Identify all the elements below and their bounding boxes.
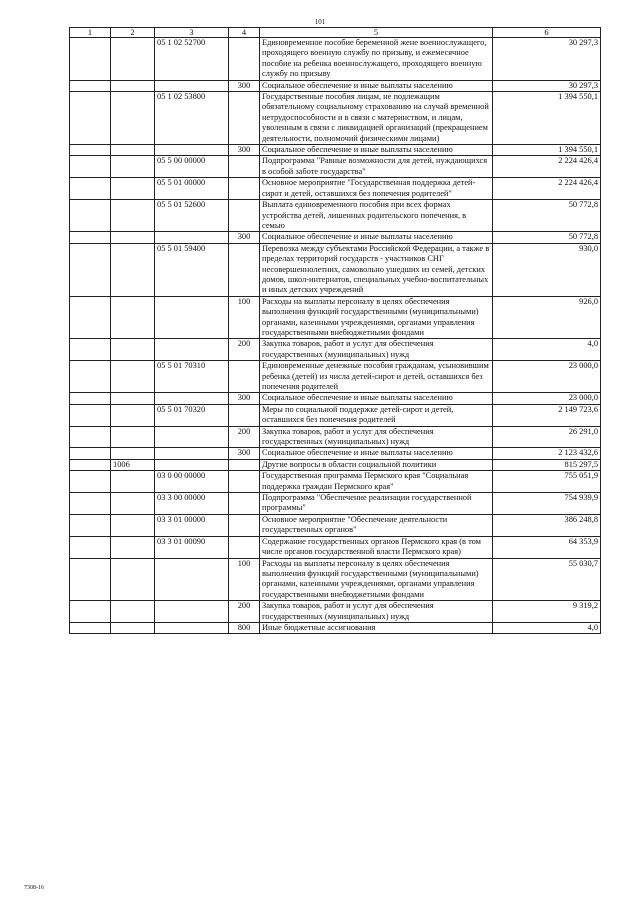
cell-amount: 9 319,2 (493, 601, 601, 623)
cell-target-code (155, 622, 229, 633)
cell-expense-kind: 200 (229, 426, 260, 448)
page-number: 101 (314, 18, 326, 26)
cell-target-code (155, 145, 229, 156)
cell-section (111, 493, 155, 515)
cell-target-code: 03 3 01 00000 (155, 514, 229, 536)
cell-name: Подпрограмма "Обеспечение реализации государственной программы" (260, 493, 493, 515)
table-row (70, 404, 601, 426)
cell-amount: 50 772,8 (493, 200, 601, 232)
cell-expense-kind: 300 (229, 393, 260, 404)
cell-col1 (70, 80, 111, 91)
cell-col1 (70, 493, 111, 515)
cell-section (111, 339, 155, 361)
cell-section (111, 426, 155, 448)
cell-target-code: 03 3 01 00090 (155, 536, 229, 558)
cell-name: Подпрограмма "Равные возможности для детей, нуждающихся в особой заботе государства" (260, 156, 493, 178)
cell-section (111, 80, 155, 91)
cell-amount: 23 000,0 (493, 361, 601, 393)
cell-name: Социальное обеспечение и иные выплаты населению (260, 393, 493, 404)
table-row (70, 393, 601, 404)
table-row (70, 622, 601, 633)
table-row (70, 493, 601, 515)
cell-name: Единовременные денежные пособия гражданам, усыновившим ребенка (детей) из числа детей-сирот и детей, оставшихся без попечения родителей (260, 361, 493, 393)
cell-name: Расходы на выплаты персоналу в целях обеспечения выполнения функций государственными (муниципальными) органами, казенными учреждениями, органами управления государственными внебюджетными фондами (260, 558, 493, 601)
cell-col1 (70, 92, 111, 145)
table-row (70, 448, 601, 459)
column-header: 2 (111, 28, 155, 38)
cell-expense-kind (229, 156, 260, 178)
cell-col1 (70, 404, 111, 426)
cell-target-code (155, 448, 229, 459)
cell-expense-kind (229, 178, 260, 200)
table-row (70, 426, 601, 448)
cell-amount: 2 224 426,4 (493, 178, 601, 200)
cell-col1 (70, 448, 111, 459)
cell-col1 (70, 178, 111, 200)
cell-target-code (155, 232, 229, 243)
cell-section (111, 200, 155, 232)
table-row (70, 232, 601, 243)
cell-amount: 930,0 (493, 243, 601, 296)
cell-section: 1006 (111, 459, 155, 470)
cell-amount: 1 394 550,1 (493, 145, 601, 156)
cell-amount: 26 291,0 (493, 426, 601, 448)
budget-table (69, 27, 601, 634)
cell-target-code: 03 3 00 00000 (155, 493, 229, 515)
cell-col1 (70, 393, 111, 404)
cell-expense-kind: 200 (229, 339, 260, 361)
cell-section (111, 622, 155, 633)
table-row (70, 601, 601, 623)
column-header: 3 (155, 28, 229, 38)
cell-expense-kind (229, 38, 260, 81)
table-row (70, 459, 601, 470)
cell-target-code: 05 1 02 52700 (155, 38, 229, 81)
cell-target-code: 05 5 01 70320 (155, 404, 229, 426)
cell-name: Единовременное пособие беременной жене военнослужащего, проходящего военную службу по призыву, и ежемесячное пособие на ребенка военнослужащего, проходящего военную службу по призыву (260, 38, 493, 81)
cell-name: Закупка товаров, работ и услуг для обеспечения государственных (муниципальных) нужд (260, 339, 493, 361)
cell-section (111, 243, 155, 296)
cell-target-code (155, 296, 229, 339)
cell-expense-kind: 100 (229, 558, 260, 601)
cell-expense-kind (229, 471, 260, 493)
cell-section (111, 601, 155, 623)
cell-amount: 55 030,7 (493, 558, 601, 601)
cell-col1 (70, 38, 111, 81)
cell-col1 (70, 459, 111, 470)
cell-col1 (70, 156, 111, 178)
cell-name: Выплата единовременного пособия при всех формах устройства детей, лишенных родительского попечения, в семью (260, 200, 493, 232)
cell-amount: 23 000,0 (493, 393, 601, 404)
cell-section (111, 404, 155, 426)
cell-expense-kind: 300 (229, 448, 260, 459)
cell-col1 (70, 622, 111, 633)
cell-amount: 815 297,5 (493, 459, 601, 470)
cell-col1 (70, 296, 111, 339)
cell-col1 (70, 514, 111, 536)
cell-amount: 4,0 (493, 339, 601, 361)
table-row (70, 339, 601, 361)
cell-col1 (70, 558, 111, 601)
cell-section (111, 361, 155, 393)
cell-section (111, 232, 155, 243)
cell-amount: 386 248,8 (493, 514, 601, 536)
cell-target-code: 05 5 01 52600 (155, 200, 229, 232)
cell-section (111, 393, 155, 404)
table-row (70, 471, 601, 493)
cell-target-code (155, 558, 229, 601)
table-row (70, 80, 601, 91)
cell-expense-kind (229, 459, 260, 470)
cell-amount: 2 224 426,4 (493, 156, 601, 178)
cell-amount: 754 939,9 (493, 493, 601, 515)
cell-name: Социальное обеспечение и иные выплаты населению (260, 232, 493, 243)
cell-col1 (70, 601, 111, 623)
cell-target-code (155, 601, 229, 623)
cell-section (111, 558, 155, 601)
cell-col1 (70, 243, 111, 296)
cell-expense-kind: 300 (229, 232, 260, 243)
table-row (70, 92, 601, 145)
cell-col1 (70, 536, 111, 558)
column-header: 5 (260, 28, 493, 38)
cell-name: Социальное обеспечение и иные выплаты населению (260, 80, 493, 91)
table-row (70, 514, 601, 536)
cell-name: Расходы на выплаты персоналу в целях обеспечения выполнения функций государственными (муниципальными) органами, казенными учреждениями, органами управления государственными внебюджетными фондами (260, 296, 493, 339)
cell-name: Основное мероприятие "Обеспечение деятельности государственных органов" (260, 514, 493, 536)
cell-target-code (155, 426, 229, 448)
cell-amount: 30 297,3 (493, 38, 601, 81)
cell-expense-kind (229, 493, 260, 515)
cell-expense-kind (229, 200, 260, 232)
cell-name: Меры по социальной поддержке детей-сирот и детей, оставшихся без попечения родителей (260, 404, 493, 426)
table-row (70, 156, 601, 178)
cell-expense-kind (229, 514, 260, 536)
cell-expense-kind (229, 404, 260, 426)
cell-name: Социальное обеспечение и иные выплаты населению (260, 145, 493, 156)
cell-col1 (70, 232, 111, 243)
cell-expense-kind: 200 (229, 601, 260, 623)
cell-name: Другие вопросы в области социальной политики (260, 459, 493, 470)
cell-name: Государственные пособия лицам, не подлежащим обязательному социальному страхованию на случай временной нетрудоспособности и в связи с материнством, и лицам, уволенным в связи с ликвидацией организаций (прекращением деятельности, полномочий физическими лицами) (260, 92, 493, 145)
cell-expense-kind: 300 (229, 80, 260, 91)
cell-target-code (155, 393, 229, 404)
cell-target-code: 05 5 01 70310 (155, 361, 229, 393)
cell-col1 (70, 339, 111, 361)
cell-target-code: 05 1 02 53800 (155, 92, 229, 145)
cell-amount: 50 772,8 (493, 232, 601, 243)
cell-col1 (70, 426, 111, 448)
table-row (70, 361, 601, 393)
cell-expense-kind: 800 (229, 622, 260, 633)
cell-section (111, 448, 155, 459)
cell-col1 (70, 471, 111, 493)
column-header: 4 (229, 28, 260, 38)
cell-name: Государственная программа Пермского края "Социальная поддержка граждан Пермского края" (260, 471, 493, 493)
cell-expense-kind (229, 243, 260, 296)
cell-expense-kind: 100 (229, 296, 260, 339)
cell-target-code: 05 5 01 00000 (155, 178, 229, 200)
cell-amount: 4,0 (493, 622, 601, 633)
table-body (70, 28, 601, 634)
table-row (70, 296, 601, 339)
cell-target-code: 03 0 00 00000 (155, 471, 229, 493)
column-header: 1 (70, 28, 111, 38)
cell-name: Социальное обеспечение и иные выплаты населению (260, 448, 493, 459)
cell-expense-kind: 300 (229, 145, 260, 156)
cell-section (111, 145, 155, 156)
column-header: 6 (493, 28, 601, 38)
cell-expense-kind (229, 536, 260, 558)
table-row (70, 536, 601, 558)
cell-section (111, 156, 155, 178)
cell-amount: 2 123 432,6 (493, 448, 601, 459)
cell-col1 (70, 145, 111, 156)
table-row (70, 243, 601, 296)
cell-name: Основное мероприятие "Государственная поддержка детей-сирот и детей, оставшихся без попечения родителей" (260, 178, 493, 200)
cell-section (111, 296, 155, 339)
cell-section (111, 536, 155, 558)
cell-col1 (70, 361, 111, 393)
table-row (70, 38, 601, 81)
cell-target-code: 05 5 00 00000 (155, 156, 229, 178)
cell-section (111, 178, 155, 200)
header-row (70, 28, 601, 38)
cell-section (111, 514, 155, 536)
cell-section (111, 471, 155, 493)
cell-amount: 30 297,3 (493, 80, 601, 91)
table-row (70, 558, 601, 601)
table-row (70, 200, 601, 232)
cell-amount: 2 149 723,6 (493, 404, 601, 426)
cell-target-code (155, 459, 229, 470)
cell-section (111, 92, 155, 145)
cell-amount: 926,0 (493, 296, 601, 339)
document-code: 7308-16 (24, 885, 44, 891)
cell-amount: 64 353,9 (493, 536, 601, 558)
cell-expense-kind (229, 361, 260, 393)
table-row (70, 145, 601, 156)
cell-expense-kind (229, 92, 260, 145)
cell-target-code (155, 80, 229, 91)
cell-name: Закупка товаров, работ и услуг для обеспечения государственных (муниципальных) нужд (260, 426, 493, 448)
cell-target-code (155, 339, 229, 361)
cell-name: Содержание государственных органов Пермского края (в том числе органов государственной власти Пермского края) (260, 536, 493, 558)
cell-name: Закупка товаров, работ и услуг для обеспечения государственных (муниципальных) нужд (260, 601, 493, 623)
cell-name: Иные бюджетные ассигнования (260, 622, 493, 633)
cell-col1 (70, 200, 111, 232)
cell-section (111, 38, 155, 81)
cell-name: Перевозка между субъектами Российской Федерации, а также в пределах территорий государств - участников СНГ несовершеннолетних, самовольно ушедших из семей, детских домов, школ-интернатов, специальных учебно-воспитательных и иных детских учреждений (260, 243, 493, 296)
cell-target-code: 05 5 01 59400 (155, 243, 229, 296)
cell-amount: 755 051,9 (493, 471, 601, 493)
table-row (70, 178, 601, 200)
cell-amount: 1 394 550,1 (493, 92, 601, 145)
